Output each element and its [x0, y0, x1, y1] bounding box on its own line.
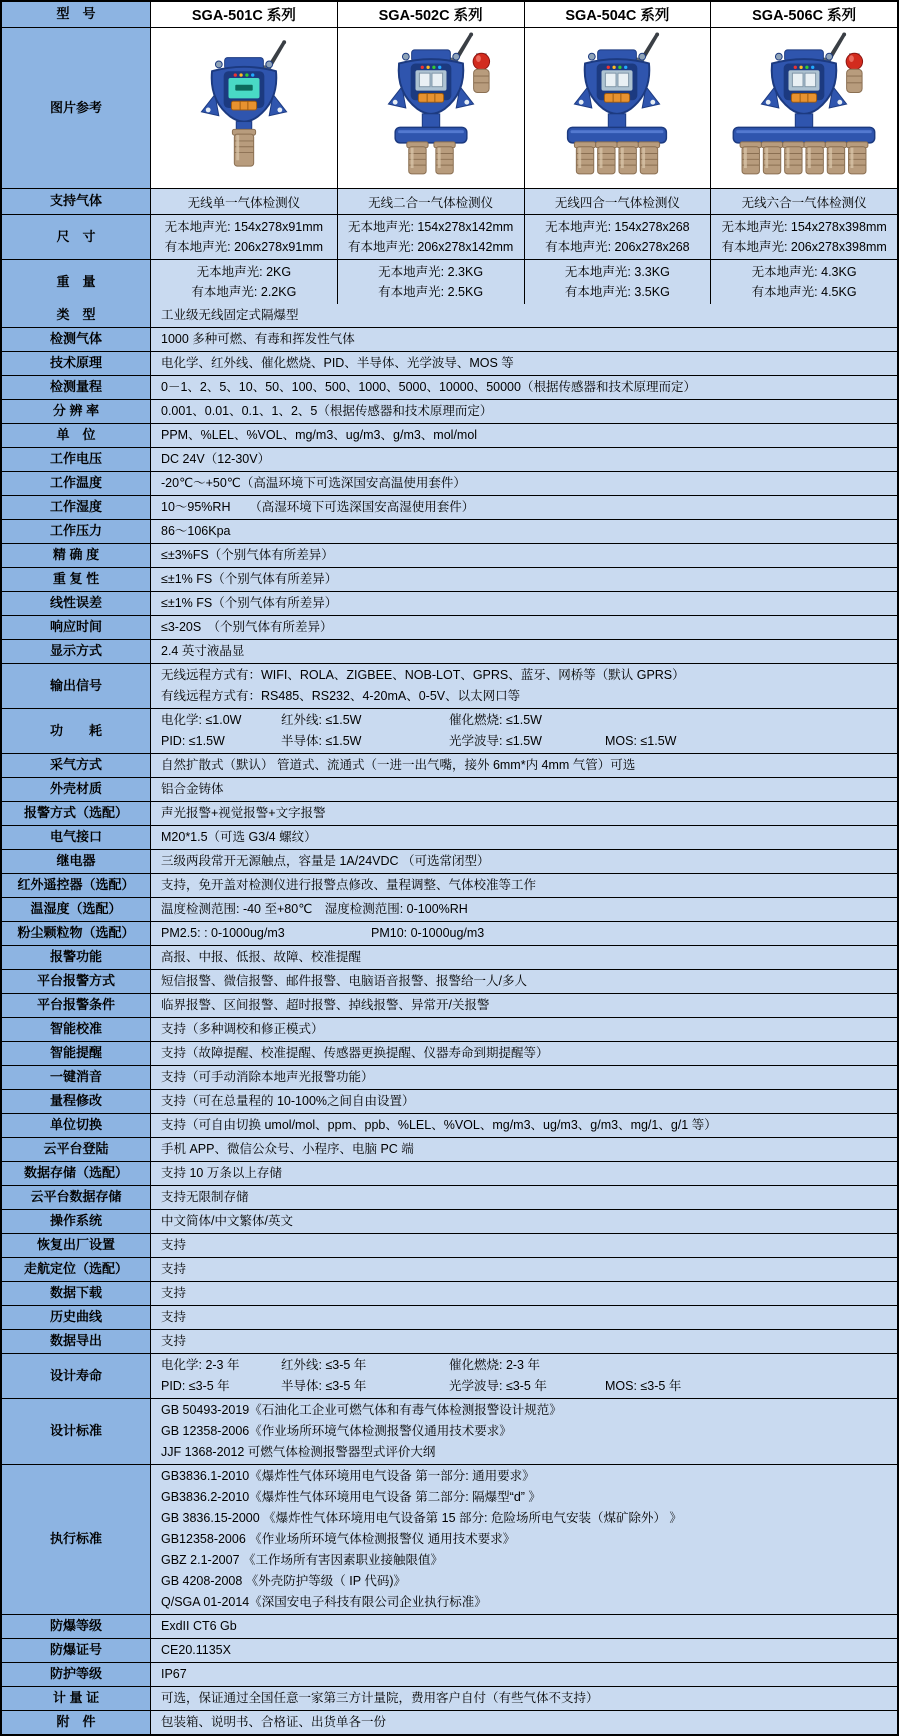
weight-line: 有本地声光: 2.5KG	[378, 285, 484, 299]
spec-value-segment: 光学波导: ≤3-5 年	[449, 1379, 547, 1393]
spec-row-label: 类 型	[2, 304, 150, 327]
spec-row-value	[150, 1711, 897, 1734]
spec-value-line: 声光报警+视觉报警+文字报警	[161, 806, 326, 820]
spec-row	[2, 519, 897, 543]
size-row	[2, 214, 897, 259]
weight-line: 无本地声光: 3.3KG	[564, 265, 670, 279]
spec-row-value	[150, 1018, 897, 1041]
spec-value-line: 支持（故障提醒、校准提醒、传感器更换提醒、仪器寿命到期提醒等）	[161, 1046, 549, 1060]
spec-value-segment: 半导体: ≤3-5 年	[281, 1379, 367, 1393]
spec-value-line: JJF 1368-2012 可燃气体检测报警器型式评价大纲	[161, 1445, 436, 1459]
spec-row-value	[150, 520, 897, 543]
size-line: 有本地声光: 206x278x398mm	[721, 240, 887, 254]
spec-value-segment: 红外线: ≤1.5W	[281, 713, 362, 727]
spec-row	[2, 801, 897, 825]
spec-value-line: 0－1、2、5、10、50、100、500、1000、5000、10000、50000（根据传感器和技术原理而定）	[161, 380, 696, 394]
spec-row-value	[150, 1042, 897, 1065]
header-model-sga-501c: SGA-501C 系列	[150, 2, 337, 27]
spec-row-label: 云平台数据存储	[2, 1186, 150, 1209]
spec-row-value	[150, 826, 897, 849]
spec-row	[2, 753, 897, 777]
spec-row-value	[150, 544, 897, 567]
spec-row	[2, 777, 897, 801]
spec-value-segment: 红外线: ≤3-5 年	[281, 1358, 367, 1372]
spec-value-line: 支持	[161, 1262, 187, 1276]
spec-row	[2, 543, 897, 567]
spec-row-value	[150, 709, 897, 753]
spec-row-label: 显示方式	[2, 640, 150, 663]
spec-value-segment: MOS: ≤3-5 年	[605, 1379, 682, 1393]
spec-value-line: 1000 多种可燃、有毒和挥发性气体	[161, 332, 355, 346]
spec-row	[2, 1209, 897, 1233]
spec-row-label: 数据导出	[2, 1330, 150, 1353]
spec-row-value	[150, 1399, 897, 1464]
size-label: 尺 寸	[2, 215, 150, 259]
spec-row-label: 电气接口	[2, 826, 150, 849]
spec-row-label: 工作湿度	[2, 496, 150, 519]
weight-line: 无本地声光: 2.3KG	[378, 265, 484, 279]
weight-value	[337, 260, 524, 304]
weight-value	[524, 260, 711, 304]
weight-label: 重 量	[2, 260, 150, 304]
spec-value-line: 2.4 英寸液晶显	[161, 644, 245, 658]
spec-row-label: 平台报警条件	[2, 994, 150, 1017]
spec-value-line: 铝合金铸体	[161, 782, 224, 796]
spec-row-value	[150, 754, 897, 777]
spec-value-segment: PM10: 0-1000ug/m3	[371, 926, 485, 940]
spec-value-line: GB 12358-2006《作业场所环境气体检测报警仪通用技术要求》	[161, 1424, 512, 1438]
spec-value-line: 三级两段常开无源触点，容量是 1A/24VDC （可选常闭型）	[161, 854, 490, 868]
spec-row-label: 设计标准	[2, 1399, 150, 1464]
spec-value-line: 支持	[161, 1310, 187, 1324]
spec-row	[2, 969, 897, 993]
spec-value-segment: 催化燃烧: 2-3 年	[449, 1358, 540, 1372]
spec-row	[2, 1185, 897, 1209]
header-model-sga-504c: SGA-504C 系列	[524, 2, 711, 27]
spec-row	[2, 708, 897, 753]
spec-value-segment: 光学波导: ≤1.5W	[449, 734, 542, 748]
spec-row	[2, 423, 897, 447]
spec-row-label: 单 位	[2, 424, 150, 447]
weight-line: 无本地声光: 2KG	[196, 265, 292, 279]
spec-value-line: GBZ 2.1-2007 《工作场所有害因素职业接触限值》	[161, 1553, 443, 1567]
spec-value-line: 支持无限制存储	[161, 1190, 249, 1204]
spec-value-line: 电化学、红外线、催化燃烧、PID、半导体、光学波导、MOS 等	[161, 356, 514, 370]
spec-row	[2, 495, 897, 519]
spec-row-value	[150, 1687, 897, 1710]
spec-value-line: GB3836.1-2010《爆炸性气体环境用电气设备 第一部分: 通用要求》	[161, 1469, 535, 1483]
spec-value-segment: 半导体: ≤1.5W	[281, 734, 362, 748]
spec-value-line: 支持 10 万条以上存储	[161, 1166, 282, 1180]
supported-gas-value: 无线单一气体检测仪	[150, 189, 337, 214]
spec-row-label: 工作温度	[2, 472, 150, 495]
spec-row-value	[150, 898, 897, 921]
size-line: 无本地声光: 154x278x142mm	[347, 220, 514, 234]
spec-row	[2, 1089, 897, 1113]
product-image-cell	[150, 28, 337, 188]
spec-row-value	[150, 592, 897, 615]
spec-row-label: 平台报警方式	[2, 970, 150, 993]
weight-line: 无本地声光: 4.3KG	[751, 265, 857, 279]
spec-row-label: 设计寿命	[2, 1354, 150, 1398]
spec-row	[2, 1041, 897, 1065]
spec-row-value	[150, 1330, 897, 1353]
product-image-cell	[710, 28, 897, 188]
spec-row-label: 操作系统	[2, 1210, 150, 1233]
spec-value-line	[161, 1376, 891, 1397]
spec-row-value	[150, 352, 897, 375]
spec-row	[2, 1161, 897, 1185]
spec-row	[2, 993, 897, 1017]
spec-value-line: ≤±1% FS（个别气体有所差异）	[161, 572, 338, 586]
spec-row-label: 报警功能	[2, 946, 150, 969]
weight-value	[710, 260, 897, 304]
spec-row-value	[150, 328, 897, 351]
image-row-label: 图片参考	[2, 28, 150, 188]
spec-value-line: ≤3-20S （个别气体有所差异）	[161, 620, 333, 634]
spec-value-line: 手机 APP、微信公众号、小程序、电脑 PC 端	[161, 1142, 414, 1156]
spec-value-line: M20*1.5（可选 G3/4 螺纹）	[161, 830, 317, 844]
spec-row-label: 红外遥控器（选配）	[2, 874, 150, 897]
spec-row	[2, 1065, 897, 1089]
spec-row-value	[150, 922, 897, 945]
model-header-row	[2, 2, 897, 27]
spec-row	[2, 1398, 897, 1464]
spec-row	[2, 663, 897, 708]
spec-row-value	[150, 376, 897, 399]
spec-row-value	[150, 802, 897, 825]
spec-value-line: 有线远程方式有：RS485、RS232、4-20mA、0-5V、以太网口等	[161, 689, 521, 703]
spec-value-line	[161, 923, 891, 944]
spec-row	[2, 447, 897, 471]
spec-row	[2, 639, 897, 663]
spec-value-line: GB 3836.15-2000 《爆炸性气体环境用电气设备第 15 部分: 危险场所电气安装（煤矿除外） 》	[161, 1511, 682, 1525]
spec-row-label: 粉尘颗粒物（选配）	[2, 922, 150, 945]
spec-value-line: -20℃～+50℃（高温环境下可选深国安高温使用套件）	[161, 476, 466, 490]
spec-row	[2, 1464, 897, 1614]
spec-row-label: 技术原理	[2, 352, 150, 375]
spec-row	[2, 1710, 897, 1734]
supported-gas-value: 无线四合一气体检测仪	[524, 189, 711, 214]
spec-value-line: ≤±1% FS（个别气体有所差异）	[161, 596, 338, 610]
spec-row-label: 数据存储（选配）	[2, 1162, 150, 1185]
spec-row-label: 继电器	[2, 850, 150, 873]
spec-value-line: ≤±3%FS（个别气体有所差异）	[161, 548, 334, 562]
spec-row	[2, 1614, 897, 1638]
product-image-gas-detector-6-sensors-beacon	[712, 30, 896, 186]
product-image-gas-detector-single-sensor	[152, 30, 336, 186]
spec-row	[2, 1233, 897, 1257]
spec-row-value	[150, 1114, 897, 1137]
header-model-sga-506c: SGA-506C 系列	[710, 2, 897, 27]
spec-row-value	[150, 664, 897, 708]
spec-row-value	[150, 1066, 897, 1089]
spec-value-segment: 电化学: 2-3 年	[161, 1358, 240, 1372]
spec-row-label: 防爆等级	[2, 1615, 150, 1638]
weight-line: 有本地声光: 2.2KG	[191, 285, 297, 299]
spec-value-line: ExdII CT6 Gb	[161, 1619, 237, 1633]
spec-value-line: 可选，保证通过全国任意一家第三方计量院，费用客户自付（有些气体不支持）	[161, 1691, 599, 1705]
spec-value-line	[161, 1355, 891, 1376]
spec-row-label: 附 件	[2, 1711, 150, 1734]
size-value	[524, 215, 711, 259]
supported-gas-row	[2, 188, 897, 214]
spec-row-label: 走航定位（选配）	[2, 1258, 150, 1281]
size-line: 有本地声光: 206x278x142mm	[347, 240, 514, 254]
spec-row-label: 恢复出厂设置	[2, 1234, 150, 1257]
spec-row-label: 温湿度（选配）	[2, 898, 150, 921]
spec-row-value	[150, 568, 897, 591]
spec-row-label: 检测气体	[2, 328, 150, 351]
model-header-label: 型 号	[2, 2, 150, 27]
weight-line: 有本地声光: 3.5KG	[564, 285, 670, 299]
size-line: 有本地声光: 206x278x91mm	[164, 240, 324, 254]
spec-row-label: 输出信号	[2, 664, 150, 708]
spec-row	[2, 1113, 897, 1137]
weight-line: 有本地声光: 4.5KG	[751, 285, 857, 299]
spec-row-value	[150, 1090, 897, 1113]
spec-value-line: 支持	[161, 1286, 187, 1300]
spec-row	[2, 945, 897, 969]
spec-value-segment: 电化学: ≤1.0W	[161, 713, 242, 727]
spec-value-line: 支持	[161, 1334, 187, 1348]
spec-row	[2, 351, 897, 375]
spec-row-value	[150, 1210, 897, 1233]
spec-row-label: 防爆证号	[2, 1639, 150, 1662]
spec-row-label: 工作压力	[2, 520, 150, 543]
spec-row-value	[150, 1615, 897, 1638]
spec-value-line: 86～106Kpa	[161, 524, 231, 538]
spec-row	[2, 1257, 897, 1281]
spec-row-label: 线性误差	[2, 592, 150, 615]
spec-row-value	[150, 424, 897, 447]
spec-row-label: 工作电压	[2, 448, 150, 471]
spec-row	[2, 849, 897, 873]
spec-row	[2, 1638, 897, 1662]
spec-row-label: 一键消音	[2, 1066, 150, 1089]
spec-row	[2, 1305, 897, 1329]
spec-value-line: 0.001、0.01、0.1、1、2、5（根据传感器和技术原理而定）	[161, 404, 493, 418]
spec-row	[2, 825, 897, 849]
supported-gas-value: 无线六合一气体检测仪	[710, 189, 897, 214]
spec-row-value	[150, 640, 897, 663]
product-image-cell	[337, 28, 524, 188]
spec-value-line: IP67	[161, 1667, 187, 1681]
spec-row	[2, 873, 897, 897]
spec-row-value	[150, 970, 897, 993]
product-image-cell	[524, 28, 711, 188]
spec-row-label: 单位切换	[2, 1114, 150, 1137]
spec-value-line: 包装箱、说明书、合格证、出货单各一份	[161, 1715, 387, 1729]
spec-row	[2, 921, 897, 945]
spec-row-label: 防护等级	[2, 1663, 150, 1686]
spec-value-line: GB 50493-2019《石油化工企业可燃气体和有毒气体检测报警设计规范》	[161, 1403, 562, 1417]
size-line: 无本地声光: 154x278x268	[545, 220, 690, 234]
spec-row	[2, 1353, 897, 1398]
spec-value-line: 短信报警、微信报警、邮件报警、电脑语音报警、报警给一人/多人	[161, 974, 527, 988]
spec-row-label: 采气方式	[2, 754, 150, 777]
spec-row-value	[150, 946, 897, 969]
spec-value-line: GB 4208-2008 《外壳防护等级（ IP 代码)》	[161, 1574, 406, 1588]
spec-row-value	[150, 1258, 897, 1281]
size-value	[337, 215, 524, 259]
size-value	[150, 215, 337, 259]
spec-row-label: 分 辨 率	[2, 400, 150, 423]
spec-value-line: 支持，免开盖对检测仪进行报警点修改、量程调整、气体校准等工作	[161, 878, 537, 892]
product-image-gas-detector-4-sensors	[525, 30, 709, 186]
spec-row	[2, 1662, 897, 1686]
spec-row-label: 执行标准	[2, 1465, 150, 1614]
spec-value-line: GB12358-2006 《作业场所环境气体检测报警仪 通用技术要求》	[161, 1532, 516, 1546]
spec-value-line: 支持（可手动消除本地声光报警功能）	[161, 1070, 374, 1084]
spec-value-segment: 催化燃烧: ≤1.5W	[449, 713, 542, 727]
spec-value-line: PPM、%LEL、%VOL、mg/m3、ug/m3、g/m3、mol/mol	[161, 428, 478, 442]
spec-row	[2, 1686, 897, 1710]
weight-row	[2, 259, 897, 304]
spec-row	[2, 567, 897, 591]
spec-value-line: 支持（多种调校和修正模式）	[161, 1022, 324, 1036]
spec-row	[2, 471, 897, 495]
spec-row-value	[150, 1162, 897, 1185]
spec-row-value	[150, 496, 897, 519]
spec-row	[2, 615, 897, 639]
spec-value-line: Q/SGA 01-2014《深国安电子科技有限公司企业执行标准》	[161, 1595, 487, 1609]
header-model-sga-502c: SGA-502C 系列	[337, 2, 524, 27]
spec-value-line: GB3836.2-2010《爆炸性气体环境用电气设备 第二部分: 隔爆型“d” 》	[161, 1490, 541, 1504]
spec-row	[2, 327, 897, 351]
spec-row-value	[150, 304, 897, 327]
spec-value-line: 工业级无线固定式隔爆型	[161, 308, 299, 322]
spec-row-value	[150, 472, 897, 495]
spec-row-value	[150, 1465, 897, 1614]
size-line: 无本地声光: 154x278x91mm	[164, 220, 324, 234]
spec-row-value	[150, 448, 897, 471]
size-line: 无本地声光: 154x278x398mm	[721, 220, 887, 234]
spec-row-label: 功 耗	[2, 709, 150, 753]
spec-row	[2, 399, 897, 423]
spec-row-value	[150, 1186, 897, 1209]
spec-row	[2, 1329, 897, 1353]
spec-row-label: 响应时间	[2, 616, 150, 639]
spec-value-line: 10～95%RH （高湿环境下可选深国安高湿使用套件）	[161, 500, 475, 514]
size-line: 有本地声光: 206x278x268	[545, 240, 690, 254]
spec-value-line: 中文简体/中文繁体/英文	[161, 1214, 293, 1228]
spec-value-segment: PID: ≤1.5W	[161, 734, 225, 748]
spec-value-line: 高报、中报、低报、故障、校准提醒	[161, 950, 362, 964]
spec-row-label: 精 确 度	[2, 544, 150, 567]
spec-row-label: 重 复 性	[2, 568, 150, 591]
supported-gas-label: 支持气体	[2, 189, 150, 214]
spec-value-line: 支持（可自由切换 umol/mol、ppm、ppb、%LEL、%VOL、mg/m3、ug/m3、g/m3、mg/1、g/1 等）	[161, 1118, 717, 1132]
spec-value-line	[161, 710, 891, 731]
spec-value-line: DC 24V（12-30V）	[161, 452, 271, 466]
spec-row	[2, 1137, 897, 1161]
spec-row-label: 检测量程	[2, 376, 150, 399]
size-value	[710, 215, 897, 259]
spec-row-label: 智能校准	[2, 1018, 150, 1041]
spec-row-label: 量程修改	[2, 1090, 150, 1113]
spec-row-value	[150, 850, 897, 873]
spec-value-segment: PM2.5: : 0-1000ug/m3	[161, 926, 285, 940]
spec-row-label: 报警方式（选配）	[2, 802, 150, 825]
spec-row	[2, 304, 897, 327]
spec-value-line: CE20.1135X	[161, 1643, 231, 1657]
spec-row-value	[150, 874, 897, 897]
spec-value-segment: PID: ≤3-5 年	[161, 1379, 230, 1393]
spec-row-value	[150, 994, 897, 1017]
spec-row	[2, 1281, 897, 1305]
spec-row-label: 智能提醒	[2, 1042, 150, 1065]
spec-row-label: 外壳材质	[2, 778, 150, 801]
spec-row-value	[150, 778, 897, 801]
spec-value-line: 无线远程方式有：WIFI、ROLA、ZIGBEE、NOB-LOT、GPRS、蓝牙、网桥等（默认 GPRS）	[161, 668, 685, 682]
spec-value-line: 自然扩散式（默认） 管道式、流通式（一进一出气嘴，接外 6mm*内 4mm 气管）可选	[161, 758, 636, 772]
spec-row-value	[150, 1234, 897, 1257]
spec-row	[2, 1017, 897, 1041]
spec-row	[2, 375, 897, 399]
spec-row-label: 历史曲线	[2, 1306, 150, 1329]
spec-row-value	[150, 1354, 897, 1398]
spec-value-line: 温度检测范围: -40 至+80℃ 湿度检测范围: 0-100%RH	[161, 902, 468, 916]
spec-row	[2, 897, 897, 921]
spec-value-segment: MOS: ≤1.5W	[605, 734, 677, 748]
spec-row-value	[150, 1282, 897, 1305]
spec-row-value	[150, 1138, 897, 1161]
spec-row-label: 数据下载	[2, 1282, 150, 1305]
spec-row-value	[150, 1306, 897, 1329]
spec-row-label: 计 量 证	[2, 1687, 150, 1710]
product-image-gas-detector-2-sensors-beacon	[339, 30, 523, 186]
spec-row-value	[150, 1639, 897, 1662]
image-reference-row	[2, 27, 897, 188]
weight-value	[150, 260, 337, 304]
supported-gas-value: 无线二合一气体检测仪	[337, 189, 524, 214]
spec-row-value	[150, 1663, 897, 1686]
spec-row	[2, 591, 897, 615]
spec-row-label: 云平台登陆	[2, 1138, 150, 1161]
spec-row-value	[150, 400, 897, 423]
spec-value-line: 支持（可在总量程的 10-100%之间自由设置）	[161, 1094, 415, 1108]
spec-value-line: 临界报警、区间报警、超时报警、掉线报警、异常开/关报警	[161, 998, 490, 1012]
spec-value-line	[161, 731, 891, 752]
spec-value-line: 支持	[161, 1238, 187, 1252]
spec-row-value	[150, 616, 897, 639]
